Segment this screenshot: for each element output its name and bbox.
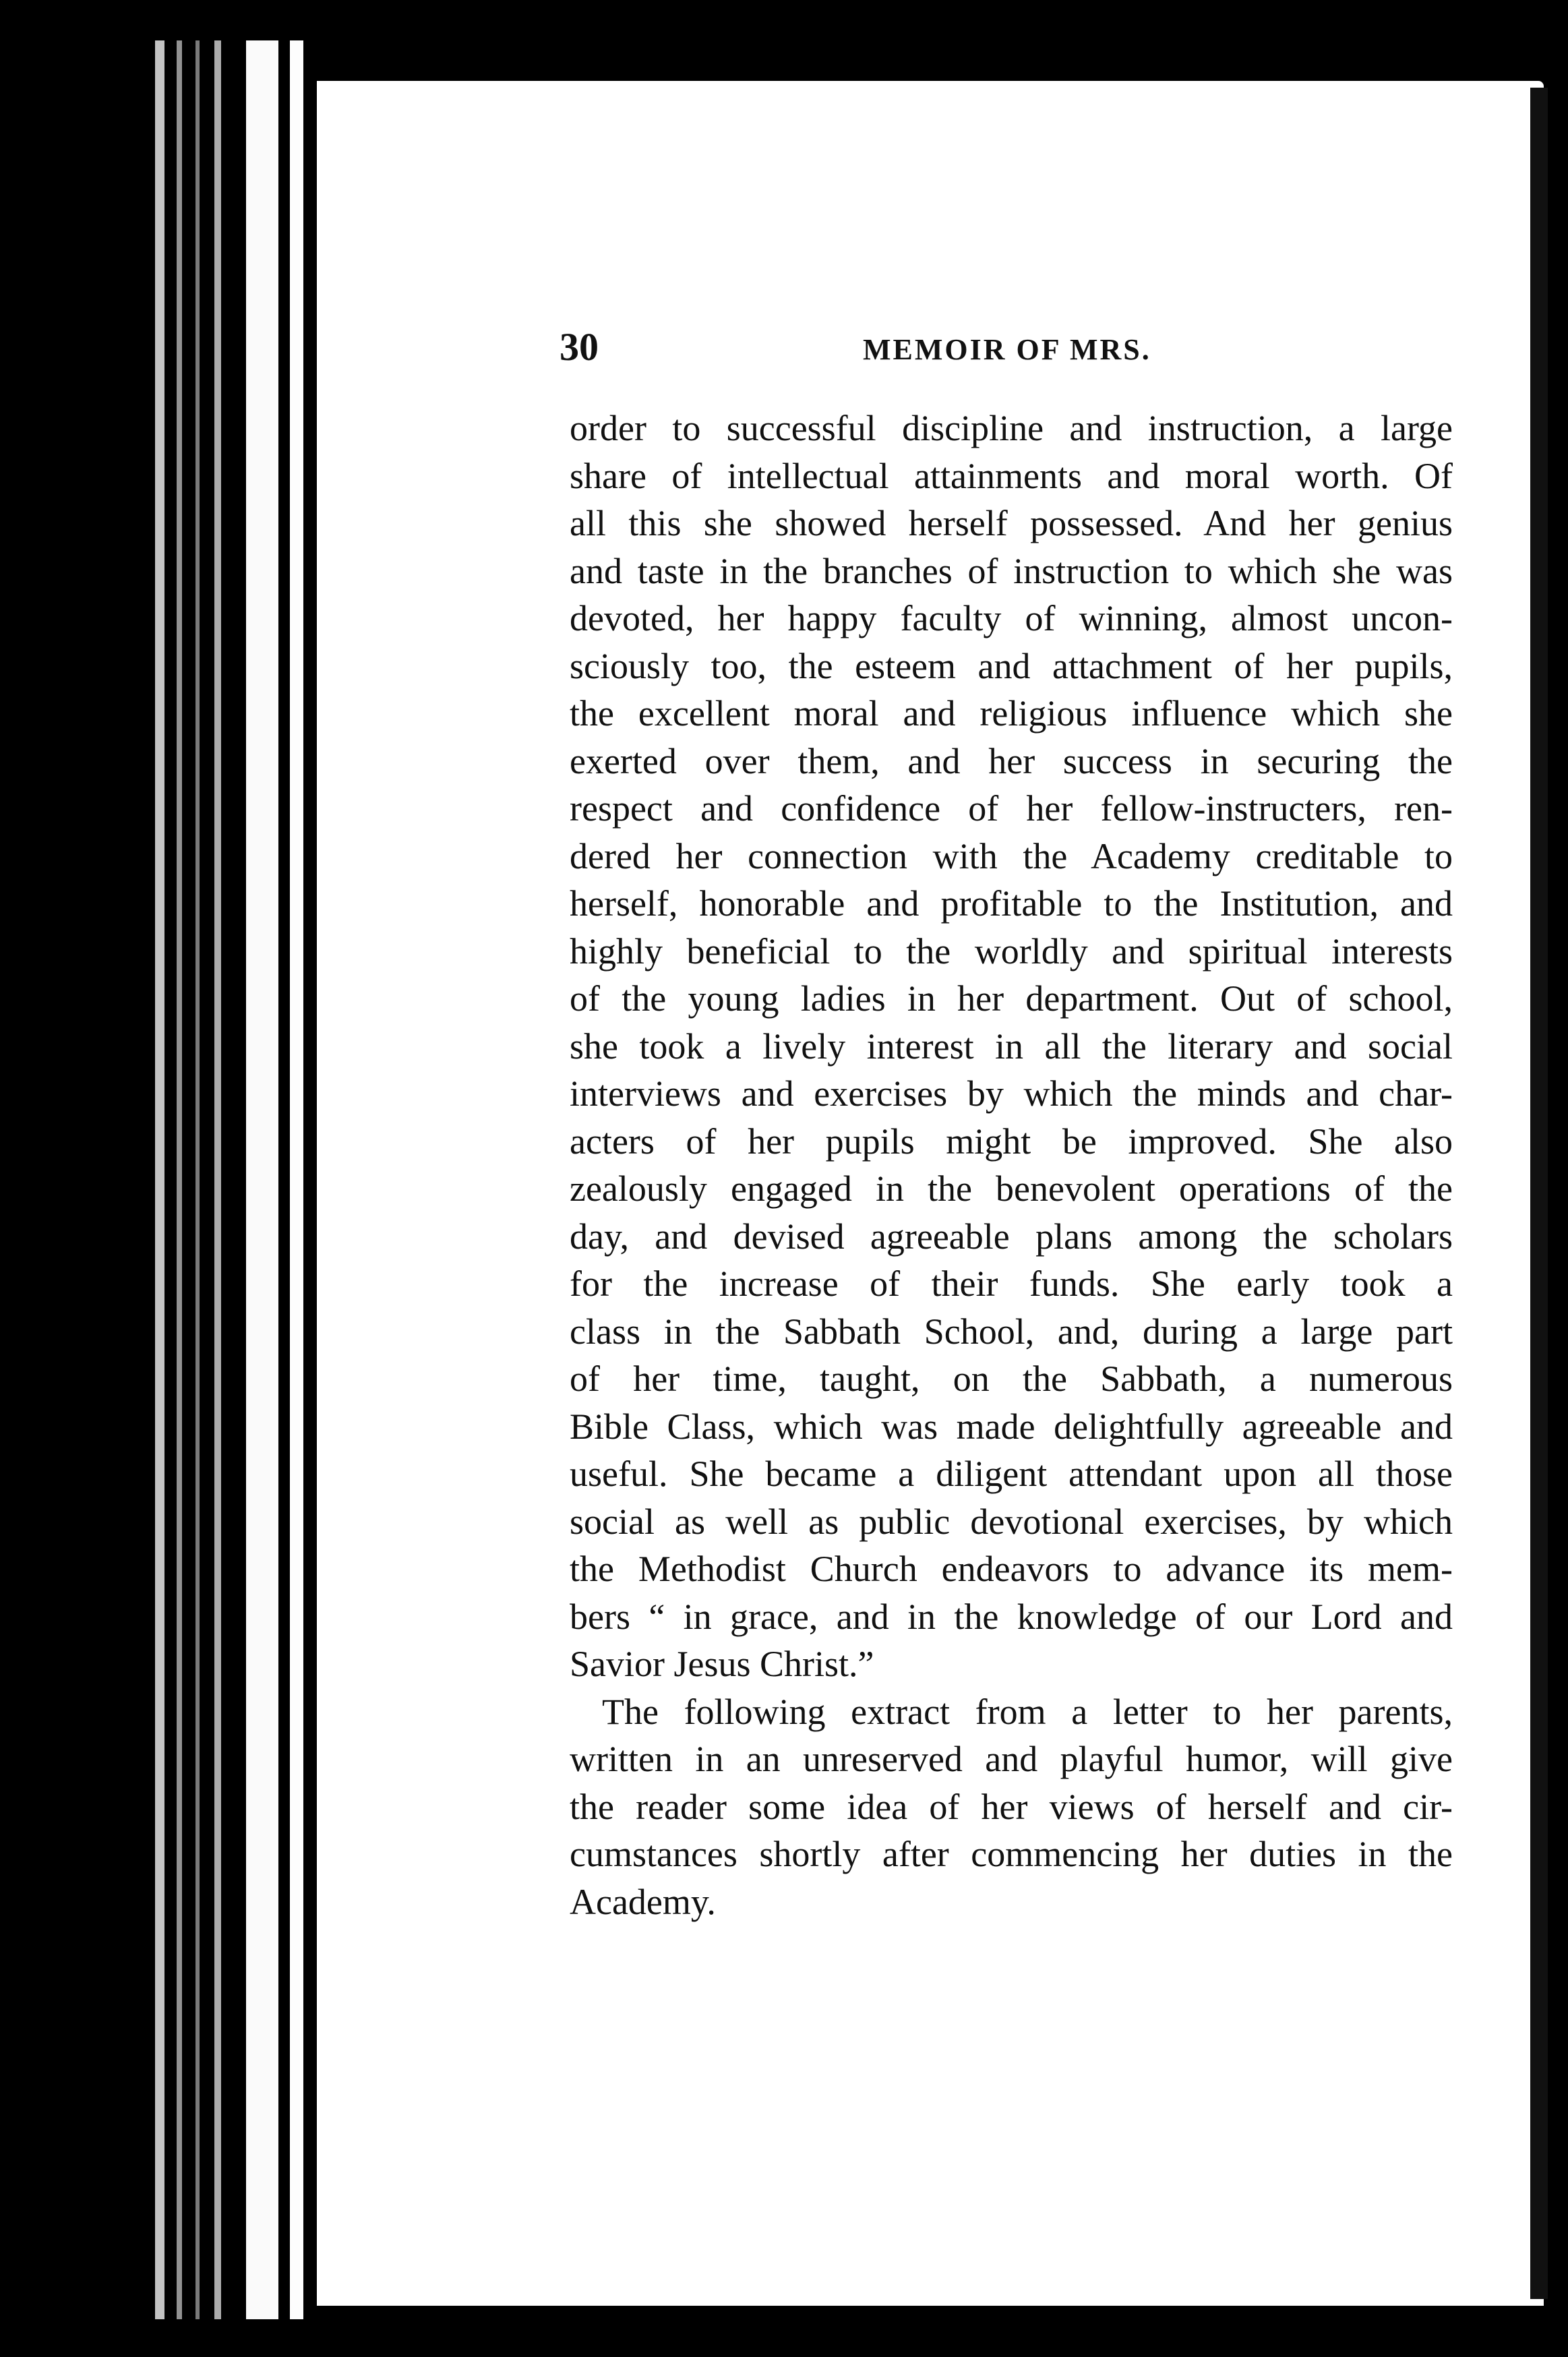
text-line: cumstances shortly after commencing her duties in the bbox=[570, 1834, 1453, 1874]
text-line: bers “ in grace, and in the knowledge of our Lord and bbox=[570, 1596, 1453, 1637]
text-line: share of intellectual attainments and moral worth. Of bbox=[570, 455, 1453, 496]
text-line: Savior Jesus Christ.” bbox=[570, 1644, 874, 1684]
binding-strip bbox=[214, 40, 221, 2319]
page-number: 30 bbox=[560, 325, 599, 369]
text-line: written in an unreserved and playful humor, will give bbox=[570, 1739, 1453, 1779]
page-header bbox=[560, 320, 1476, 388]
text-line: for the increase of their funds. She early took a bbox=[570, 1263, 1453, 1304]
text-line: devoted, her happy faculty of winning, almost uncon- bbox=[570, 598, 1453, 638]
binding-strip bbox=[246, 40, 278, 2319]
text-line: the reader some idea of her views of herself and cir- bbox=[570, 1786, 1453, 1827]
text-line: acters of her pupils might be improved. She also bbox=[570, 1121, 1453, 1162]
running-head: MEMOIR OF MRS. bbox=[863, 333, 1151, 366]
text-line: herself, honorable and profitable to the Institution, and bbox=[570, 883, 1453, 924]
binding-strip bbox=[177, 40, 182, 2319]
text-line: zealously engaged in the benevolent operations of the bbox=[570, 1168, 1453, 1209]
text-line: of the young ladies in her department. Out of school, bbox=[570, 978, 1453, 1019]
text-line: Bible Class, which was made delightfully agreeable and bbox=[570, 1406, 1453, 1447]
text-line: the Methodist Church endeavors to advance its mem- bbox=[570, 1549, 1453, 1589]
paragraph-1 bbox=[570, 405, 1453, 1688]
text-line: highly beneficial to the worldly and spiritual interests bbox=[570, 930, 1453, 972]
text-line: and taste in the branches of instruction to which she was bbox=[570, 550, 1453, 591]
text-line: order to successful discipline and instruction, a large bbox=[570, 408, 1453, 448]
body-text bbox=[570, 405, 1453, 1926]
text-line: of her time, taught, on the Sabbath, a numerous bbox=[570, 1359, 1453, 1399]
text-line: she took a lively interest in all the literary and social bbox=[570, 1025, 1453, 1067]
binding-strip bbox=[155, 40, 164, 2319]
text-line: respect and confidence of her fellow-instructers, ren- bbox=[570, 788, 1453, 829]
text-line: sciously too, the esteem and attachment of her pupils, bbox=[570, 645, 1453, 686]
page-edge-shadow bbox=[1530, 88, 1548, 2299]
text-line: day, and devised agreeable plans among the scholars bbox=[570, 1216, 1453, 1257]
text-line: class in the Sabbath School, and, during a large part bbox=[570, 1311, 1453, 1352]
text-line: dered her connection with the Academy creditable to bbox=[570, 835, 1453, 876]
text-line: useful. She became a diligent attendant upon all those bbox=[570, 1454, 1453, 1494]
text-line: exerted over them, and her success in securing the bbox=[570, 740, 1453, 781]
binding-strip bbox=[290, 40, 303, 2319]
text-line: interviews and exercises by which the minds and char- bbox=[570, 1073, 1453, 1114]
text-line: Academy. bbox=[570, 1881, 716, 1922]
binding-strip bbox=[195, 40, 200, 2319]
text-line: social as well as public devotional exercises, by which bbox=[570, 1501, 1453, 1542]
text-line: the excellent moral and religious influence which she bbox=[570, 693, 1453, 734]
text-line: all this she showed herself possessed. And her genius bbox=[570, 503, 1453, 543]
text-line: The following extract from a letter to her parents, bbox=[602, 1691, 1453, 1732]
paragraph-2 bbox=[570, 1688, 1453, 1926]
